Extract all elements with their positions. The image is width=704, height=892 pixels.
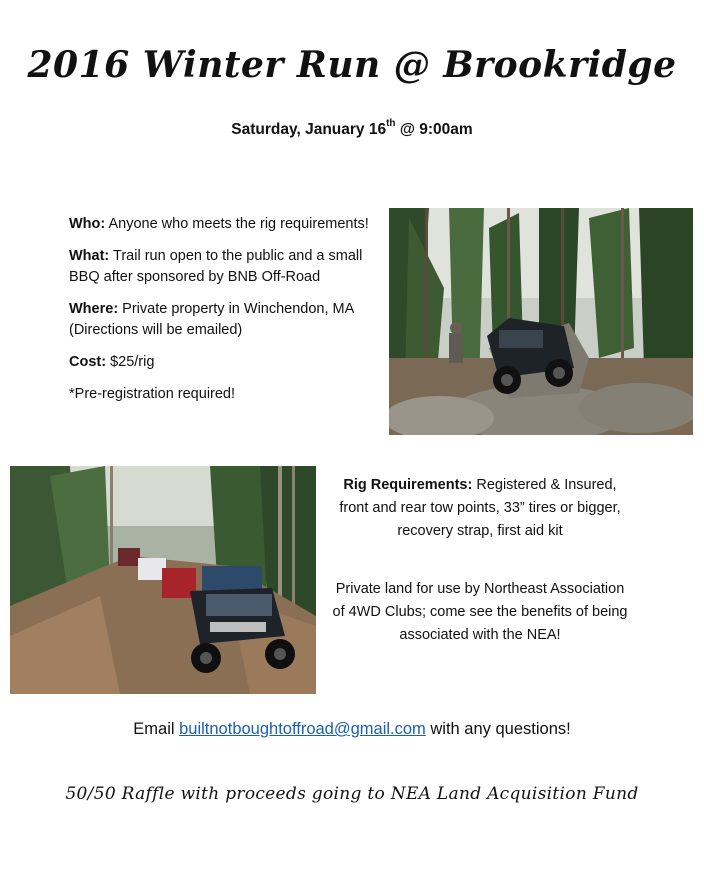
email-line [0,720,704,739]
rig-requirements [330,474,630,543]
cost-line [69,352,384,373]
where-line [69,299,384,341]
date-sup: th [386,118,396,129]
what-label: What: [69,248,110,264]
who-line [69,214,384,235]
who-text: Anyone who meets the rig requirements! [105,216,369,232]
flyer-title: 2016 Winter Run @ Brookridge [27,44,677,86]
email-prefix: Email [133,720,180,738]
cost-label: Cost: [69,354,107,370]
email-suffix: with any questions! [425,720,571,738]
event-date [0,120,704,139]
raffle-line: 50/50 Raffle with proceeds going to NEA Land Acquisition Fund [65,784,639,804]
jeeps-on-trail-photo [10,466,316,694]
where-text: Private property in Winchendon, MA (Directions will be emailed) [69,301,354,338]
who-label: Who: [69,216,106,232]
what-text: Trail run open to the public and a small BBQ after sponsored by BNB Off-Road [69,248,363,285]
rig-label: Rig Requirements: [343,477,473,493]
event-info [69,214,384,416]
cost-text: $25/rig [106,354,155,370]
email-link[interactable]: builtnotboughtoffroad@gmail.com [179,720,426,738]
jeep-on-rocks-photo [389,208,693,435]
what-line [69,246,384,288]
rig-text: Registered & Insured, front and rear tow points, 33” tires or bigger, recovery strap, first aid kit [339,477,621,539]
nea-note: Private land for use by Northeast Association of 4WD Clubs; come see the benefits of being associated with the NEA! [332,581,628,643]
prereg-line: *Pre-registration required! [69,386,236,402]
date-prefix: Saturday, January 16 [231,121,387,139]
where-label: Where: [69,301,119,317]
date-suffix: @ 9:00am [395,121,473,139]
